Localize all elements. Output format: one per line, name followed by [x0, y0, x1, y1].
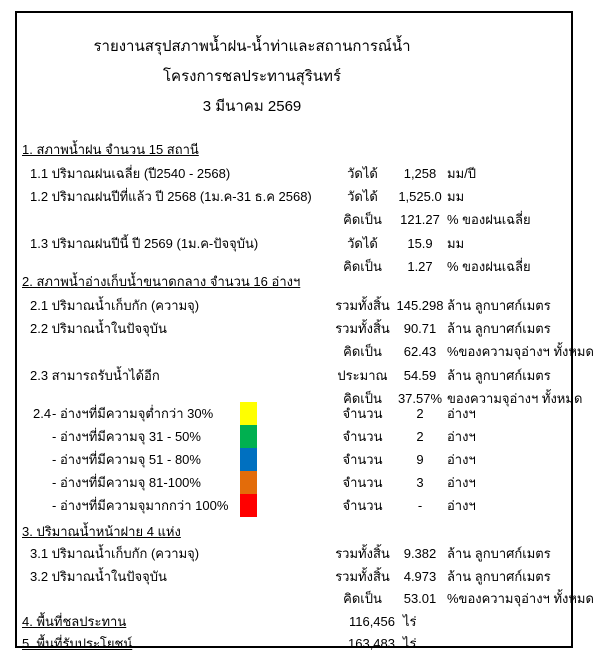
- measure-unit: ล้าน ลูกบาศก์เมตร: [447, 568, 551, 584]
- measure-value: 1,525.0: [398, 188, 442, 204]
- measure-unit: % ของฝนเฉลี่ย: [447, 259, 531, 275]
- table-row: [22, 293, 568, 316]
- section-4-heading: 4. พื้นที่ชลประทาน: [22, 613, 127, 629]
- section-rainfall: [22, 138, 568, 278]
- section-5-heading: 5. พื้นที่รับประโยชน์: [22, 636, 133, 652]
- legend-row: [22, 448, 568, 471]
- legend-label: - อ่างฯที่มีความจุต่ำกว่า 30%: [52, 406, 214, 421]
- legend-label: - อ่างฯที่มีความจุมากกว่า 100%: [52, 498, 229, 513]
- measure-unit: อ่างฯ: [447, 498, 476, 513]
- measure-unit: อ่างฯ: [447, 475, 476, 490]
- measure-value: 2: [416, 429, 424, 444]
- table-row: [22, 185, 568, 208]
- capacity-color-swatch-orange: [240, 471, 257, 494]
- measure-unit: ล้าน ลูกบาศก์เมตร: [447, 297, 551, 313]
- measure-label: คิดเป็น: [343, 344, 382, 360]
- table-row: [22, 610, 568, 633]
- measure-value: 3: [416, 475, 424, 490]
- legend-row: [22, 425, 568, 448]
- item-label: 3.1 ปริมาณน้ำเก็บกัก (ความจุ): [30, 546, 200, 562]
- capacity-legend: [22, 402, 568, 517]
- capacity-color-swatch-green: [240, 425, 257, 448]
- item-label: 1.1 ปริมาณฝนเฉลี่ย (ปี2540 - 2568): [30, 165, 231, 181]
- measure-label: วัดได้: [347, 235, 378, 251]
- item-label: 2.1 ปริมาณน้ำเก็บกัก (ความจุ): [30, 297, 200, 313]
- legend-label: - อ่างฯที่มีความจุ 51 - 80%: [52, 452, 201, 467]
- section-heading-row: [22, 270, 568, 293]
- table-row: [22, 317, 568, 340]
- section-reservoirs: [22, 270, 594, 410]
- capacity-color-swatch-blue: [240, 448, 257, 471]
- section-3-heading: 3. ปริมาณน้ำหน้าฝาย 4 แห่ง: [22, 523, 181, 539]
- measure-unit: มม/ปี: [447, 165, 477, 181]
- section-2-heading: 2. สภาพน้ำอ่างเก็บน้ำขนาดกลาง จำนวน 16 อ่างฯ: [22, 274, 301, 290]
- measure-label: รวมทั้งสิ้น: [335, 546, 390, 562]
- measure-value: 1,258: [403, 165, 437, 181]
- measure-label: วัดได้: [347, 188, 378, 204]
- measure-value: 90.71: [403, 320, 437, 336]
- measure-unit: มม: [447, 188, 465, 204]
- document-border-frame: [15, 11, 594, 652]
- measure-label: คิดเป็น: [343, 212, 382, 228]
- measure-label: จำนวน: [342, 475, 383, 490]
- measure-value: 4.973: [403, 568, 437, 584]
- measure-value: 54.59: [403, 367, 437, 383]
- area-value: 163,483: [348, 636, 395, 652]
- measure-label: คิดเป็น: [343, 259, 382, 275]
- legend-row: [22, 494, 568, 517]
- legend-label: - อ่างฯที่มีความจุ 31 - 50%: [52, 429, 201, 444]
- report-title: รายงานสรุปสภาพน้ำฝน-น้ำท่าและสถานการณ์น้ำ: [93, 38, 411, 55]
- section-1-heading: 1. สภาพน้ำฝน จำนวน 15 สถานี: [22, 142, 199, 158]
- table-row: [22, 543, 568, 566]
- table-row: [22, 340, 594, 363]
- measure-value: -: [417, 498, 423, 513]
- measure-value: 2: [416, 406, 424, 421]
- measure-value: 53.01: [403, 591, 437, 607]
- item-label: 3.2 ปริมาณน้ำในปัจจุบัน: [30, 568, 167, 584]
- measure-value: 15.9: [407, 235, 433, 251]
- section-heading-row: [22, 138, 568, 161]
- measure-label: รวมทั้งสิ้น: [335, 320, 390, 336]
- table-row: [22, 161, 568, 184]
- measure-value: 9.382: [403, 546, 437, 562]
- measure-label: จำนวน: [342, 498, 383, 513]
- area-value: 116,456: [348, 613, 395, 629]
- legend-label: - อ่างฯที่มีความจุ 81-100%: [52, 475, 201, 490]
- measure-label: วัดได้: [347, 165, 378, 181]
- measure-value: 121.27: [400, 212, 440, 228]
- measure-unit: อ่างฯ: [447, 452, 476, 467]
- legend-row: [22, 471, 568, 494]
- table-row: [22, 633, 568, 656]
- measure-unit: %ของความจุอ่างฯ ทั้งหมด: [447, 344, 594, 360]
- capacity-color-swatch-red: [240, 494, 257, 517]
- measure-unit: ล้าน ลูกบาศก์เมตร: [447, 320, 551, 336]
- measure-unit: %ของความจุอ่างฯ ทั้งหมด: [447, 591, 594, 607]
- measure-unit: % ของฝนเฉลี่ย: [447, 212, 531, 228]
- measure-label: คิดเป็น: [343, 391, 382, 407]
- item-label: 1.2 ปริมาณฝนปีที่แล้ว ปี 2568 (1ม.ค-31 ธ.ค 2568): [30, 188, 312, 204]
- measure-label: คิดเป็น: [343, 591, 382, 607]
- measure-value: 37.57%: [397, 391, 443, 407]
- measure-value: 1.27: [407, 259, 433, 275]
- section-heading-row: [22, 520, 568, 543]
- measure-label: จำนวน: [342, 429, 383, 444]
- table-row: [22, 565, 568, 588]
- item-label: 1.3 ปริมาณฝนปีนี้ ปี 2569 (1ม.ค-ปัจจุบัน): [30, 235, 259, 251]
- table-row: [22, 364, 568, 387]
- measure-label: จำนวน: [342, 452, 383, 467]
- measure-label: จำนวน: [342, 406, 383, 421]
- report-title-block: [17, 32, 487, 122]
- section-weirs-and-areas: [22, 520, 594, 655]
- measure-unit: ของความจุอ่างฯ ทั้งหมด: [447, 391, 583, 407]
- measure-label: รวมทั้งสิ้น: [335, 297, 390, 313]
- table-row: [22, 232, 568, 255]
- measure-unit: อ่างฯ: [447, 406, 476, 421]
- capacity-color-swatch-yellow: [240, 402, 257, 425]
- project-name: โครงการชลประทานสุรินทร์: [162, 68, 341, 85]
- measure-label: ประมาณ: [337, 367, 388, 383]
- measure-value: 145.298: [396, 297, 444, 313]
- measure-unit: มม: [447, 235, 465, 251]
- measure-value: 62.43: [403, 344, 437, 360]
- area-unit: ไร่: [403, 636, 417, 652]
- measure-unit: ล้าน ลูกบาศก์เมตร: [447, 546, 551, 562]
- item-number: 2.4: [33, 406, 52, 421]
- item-label: 2.3 สามารถรับน้ำได้อีก: [30, 367, 160, 383]
- report-date: 3 มีนาคม 2569: [202, 98, 302, 115]
- item-label: 2.2 ปริมาณน้ำในปัจจุบัน: [30, 320, 167, 336]
- measure-label: รวมทั้งสิ้น: [335, 568, 390, 584]
- area-unit: ไร่: [403, 613, 417, 629]
- table-row: [22, 588, 594, 611]
- legend-row: [22, 402, 568, 425]
- measure-unit: อ่างฯ: [447, 429, 476, 444]
- table-row: [22, 208, 568, 231]
- measure-unit: ล้าน ลูกบาศก์เมตร: [447, 367, 551, 383]
- measure-value: 9: [416, 452, 424, 467]
